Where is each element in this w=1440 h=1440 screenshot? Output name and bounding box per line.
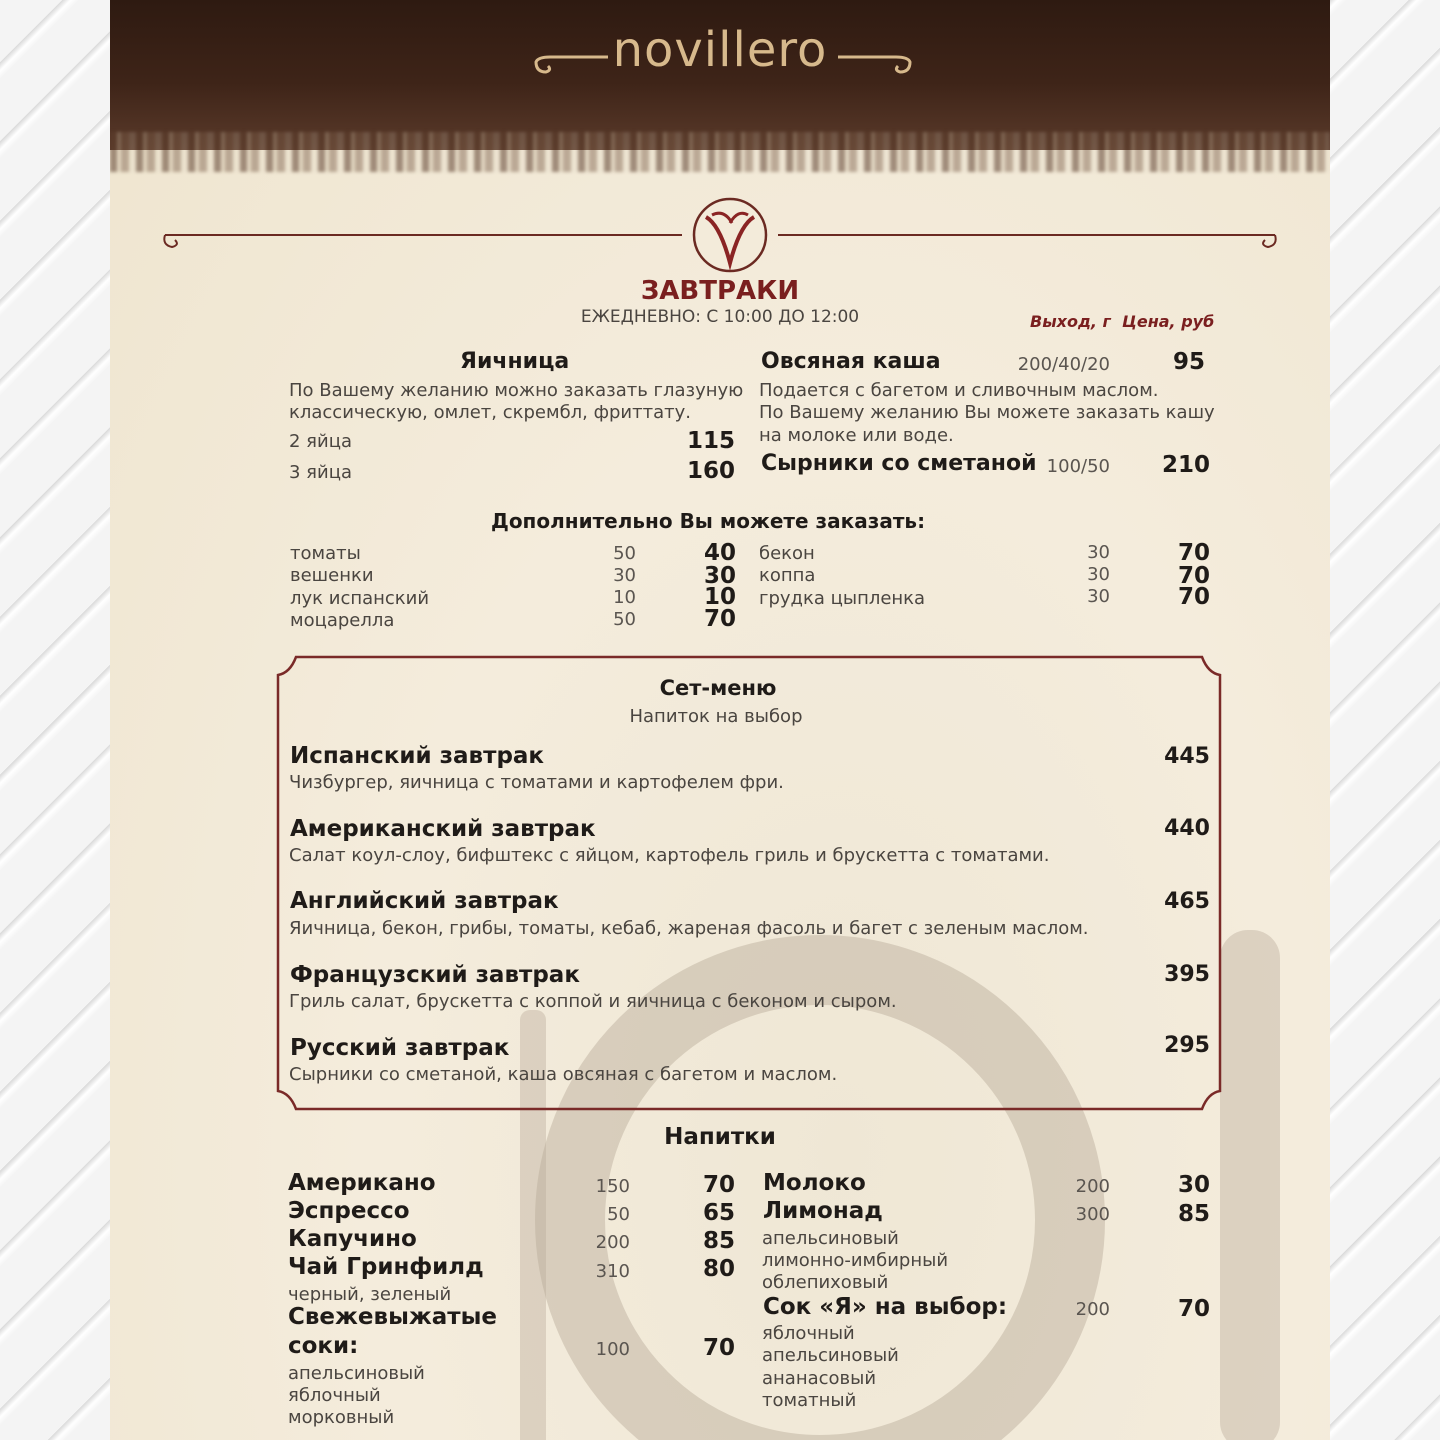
juice-ya-option: яблочный <box>762 1323 855 1344</box>
flourish-right-icon <box>836 40 916 80</box>
oatmeal-desc-2: По Вашему желанию Вы можете заказать кашу <box>759 402 1215 423</box>
juice-option: морковный <box>288 1407 395 1428</box>
oatmeal-desc-3: на молоке или воде. <box>759 425 954 446</box>
extra-item: моцарелла <box>290 610 395 631</box>
set-item-name: Французский завтрак <box>290 962 580 988</box>
drink-price: 70 <box>702 1172 735 1198</box>
extra-item: коппа <box>759 565 816 586</box>
set-item-price: 465 <box>1164 889 1210 914</box>
juice-ya-price: 70 <box>1177 1296 1210 1322</box>
set-item-desc: Гриль салат, брускетта с коппой и яичница с беконом и сыром. <box>289 991 897 1012</box>
juice-ya-option: ананасовый <box>762 1368 877 1389</box>
extra-weight: 30 <box>613 565 636 586</box>
extra-price: 40 <box>703 540 736 566</box>
extra-weight: 50 <box>613 609 636 630</box>
extra-item: бекон <box>759 543 815 564</box>
menu-page <box>110 0 1330 1440</box>
set-item-name: Испанский завтрак <box>290 743 545 769</box>
syrniki-title: Сырники со сметаной <box>761 451 1037 476</box>
section-divider <box>160 195 1280 275</box>
drink-price: 30 <box>1177 1172 1210 1198</box>
extra-weight: 30 <box>1087 586 1110 607</box>
juice-ya-option: апельсиновый <box>762 1345 899 1366</box>
set-item-price: 440 <box>1164 816 1210 841</box>
drink-weight: 50 <box>607 1204 630 1225</box>
extra-price: 70 <box>703 606 736 632</box>
set-item-desc: Яичница, бекон, грибы, томаты, кебаб, жареная фасоль и багет с зеленым маслом. <box>289 918 1089 939</box>
juice-title-line-2: соки: <box>288 1333 359 1359</box>
eggs-option-3-price: 160 <box>686 458 735 484</box>
eggs-title: Яичница <box>460 349 570 374</box>
brand-logo: novillero <box>612 22 828 78</box>
tea-note: черный, зеленый <box>288 1284 452 1305</box>
header-torn-edge <box>110 132 1330 172</box>
drink-price: 85 <box>1177 1201 1210 1227</box>
eggs-desc-1: По Вашему желанию можно заказать глазуную <box>289 380 744 401</box>
oatmeal-price: 95 <box>1172 349 1205 375</box>
extra-price: 70 <box>1177 584 1210 610</box>
extra-item: вешенки <box>290 565 374 586</box>
column-price-header: Цена, руб <box>1122 312 1215 331</box>
drink-price: 80 <box>702 1256 735 1282</box>
set-item-name: Американский завтрак <box>290 816 596 842</box>
set-item-price: 295 <box>1164 1033 1210 1058</box>
oatmeal-weight: 200/40/20 <box>1017 354 1110 375</box>
eggs-option-2-label: 2 яйца <box>289 431 352 452</box>
extra-price: 70 <box>1177 563 1210 589</box>
extra-weight: 50 <box>613 543 636 564</box>
lemonade-option: апельсиновый <box>762 1228 899 1249</box>
drink-price: 85 <box>702 1228 735 1254</box>
extra-item: лук испанский <box>290 588 430 609</box>
juice-title-line-1: Свежевыжатые <box>288 1304 498 1330</box>
set-item-name: Английский завтрак <box>290 888 559 914</box>
extras-title: Дополнительно Вы можете заказать: <box>491 509 926 533</box>
column-weight-header: Выход, г <box>1030 312 1111 331</box>
extra-price: 70 <box>1177 540 1210 566</box>
syrniki-price: 210 <box>1161 452 1210 478</box>
extra-item: грудка цыпленка <box>759 588 926 609</box>
eggs-option-3-label: 3 яйца <box>289 462 352 483</box>
set-item-price: 395 <box>1164 962 1210 987</box>
drink-name: Американо <box>288 1170 436 1196</box>
oatmeal-title: Овсяная каша <box>761 349 941 374</box>
extra-price: 30 <box>703 563 736 589</box>
extra-item: томаты <box>290 543 361 564</box>
drink-name: Эспрессо <box>288 1198 410 1224</box>
eggs-desc-2: классическую, омлет, скрембл, фриттату. <box>289 402 691 423</box>
drink-name: Лимонад <box>763 1198 883 1224</box>
syrniki-weight: 100/50 <box>1046 456 1110 477</box>
set-item-price: 445 <box>1164 744 1210 769</box>
juice-ya-weight: 200 <box>1075 1299 1110 1320</box>
drink-price: 65 <box>702 1200 735 1226</box>
section-schedule: ЕЖЕДНЕВНО: С 10:00 ДО 12:00 <box>580 307 860 327</box>
extra-price: 10 <box>703 584 736 610</box>
drink-weight: 300 <box>1075 1204 1110 1225</box>
set-item-desc: Салат коул-слоу, бифштекс с яйцом, картофель гриль и брускетта с томатами. <box>289 845 1050 866</box>
section-title: ЗАВТРАКИ <box>640 276 800 306</box>
lemonade-option: лимонно-имбирный <box>762 1250 949 1271</box>
juice-option: апельсиновый <box>288 1363 425 1384</box>
extra-weight: 10 <box>613 587 636 608</box>
set-item-desc: Сырники со сметаной, каша овсяная с багетом и маслом. <box>289 1064 838 1085</box>
extra-weight: 30 <box>1087 564 1110 585</box>
drink-name: Капучино <box>288 1226 417 1252</box>
set-menu-title: Сет-меню <box>659 676 777 700</box>
drink-weight: 310 <box>595 1261 630 1282</box>
juice-weight: 100 <box>595 1339 630 1360</box>
oatmeal-desc-1: Подается с багетом и сливочным маслом. <box>759 380 1159 401</box>
eggs-option-2-price: 115 <box>686 428 735 454</box>
juice-ya-option: томатный <box>762 1390 857 1411</box>
juice-ya-title: Сок «Я» на выбор: <box>763 1294 1008 1320</box>
drink-weight: 150 <box>595 1176 630 1197</box>
set-menu-subtitle: Напиток на выбор <box>629 706 803 727</box>
set-item-name: Русский завтрак <box>290 1035 510 1061</box>
drink-weight: 200 <box>595 1232 630 1253</box>
extra-weight: 30 <box>1087 542 1110 563</box>
drink-name: Молоко <box>763 1170 866 1196</box>
drink-weight: 200 <box>1075 1176 1110 1197</box>
juice-price: 70 <box>702 1335 735 1361</box>
drinks-title: Напитки <box>664 1124 776 1150</box>
set-item-desc: Чизбургер, яичница с томатами и картофелем фри. <box>289 772 784 793</box>
juice-option: яблочный <box>288 1385 381 1406</box>
lemonade-option: облепиховый <box>762 1272 889 1293</box>
drink-name: Чай Гринфилд <box>288 1254 484 1280</box>
